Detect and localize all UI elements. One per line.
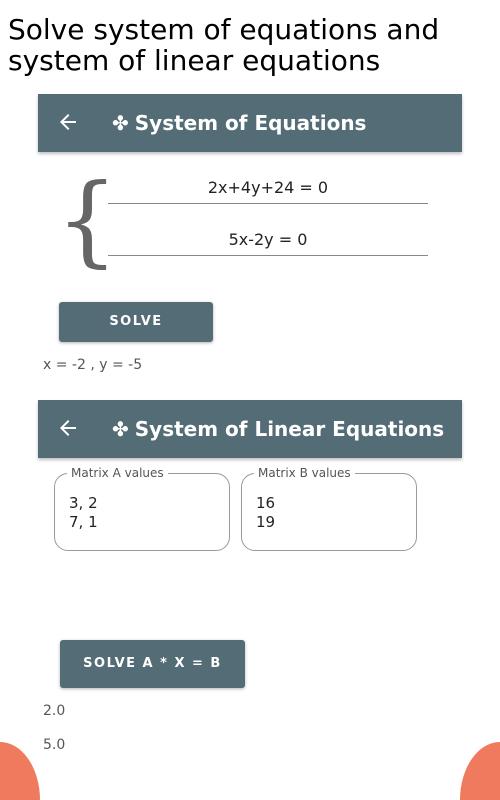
club-icon: ✤ xyxy=(112,417,129,441)
matrix-a-label: Matrix A values xyxy=(67,466,168,480)
headline-line-2: system of linear equations xyxy=(8,44,381,77)
appbar-title xyxy=(112,94,366,152)
appbar-system-of-equations xyxy=(38,94,462,152)
solve-matrix-button[interactable]: SOLVE A * X = B xyxy=(60,640,245,688)
matrix-b-value: 16 19 xyxy=(256,494,276,531)
arrow-back-icon[interactable] xyxy=(56,110,80,134)
appbar-title xyxy=(112,400,444,458)
appbar-title-text: System of Equations xyxy=(134,111,367,135)
club-icon: ✤ xyxy=(112,111,129,135)
matrix-a-value: 3, 2 7, 1 xyxy=(69,494,98,531)
curly-brace: { xyxy=(56,164,119,278)
equation-2-input[interactable]: 5x-2y = 0 xyxy=(108,225,428,256)
matrix-a-input[interactable] xyxy=(54,466,230,551)
appbar-system-of-linear-equations xyxy=(38,400,462,458)
page-headline xyxy=(8,14,488,76)
matrix-b-input[interactable] xyxy=(241,466,417,551)
solve-button[interactable]: SOLVE xyxy=(59,302,213,342)
equation-1-input[interactable]: 2x+4y+24 = 0 xyxy=(108,173,428,204)
corner-decoration-left xyxy=(0,742,40,800)
result-x1: 2.0 xyxy=(43,703,66,719)
corner-decoration-right xyxy=(460,742,500,800)
arrow-back-icon[interactable] xyxy=(56,416,80,440)
matrix-b-label: Matrix B values xyxy=(254,466,355,480)
appbar-title-text: System of Linear Equations xyxy=(134,417,445,441)
equation-result: x = -2 , y = -5 xyxy=(43,357,143,373)
headline-line-1: Solve system of equations and xyxy=(8,13,440,46)
result-x2: 5.0 xyxy=(43,737,66,753)
